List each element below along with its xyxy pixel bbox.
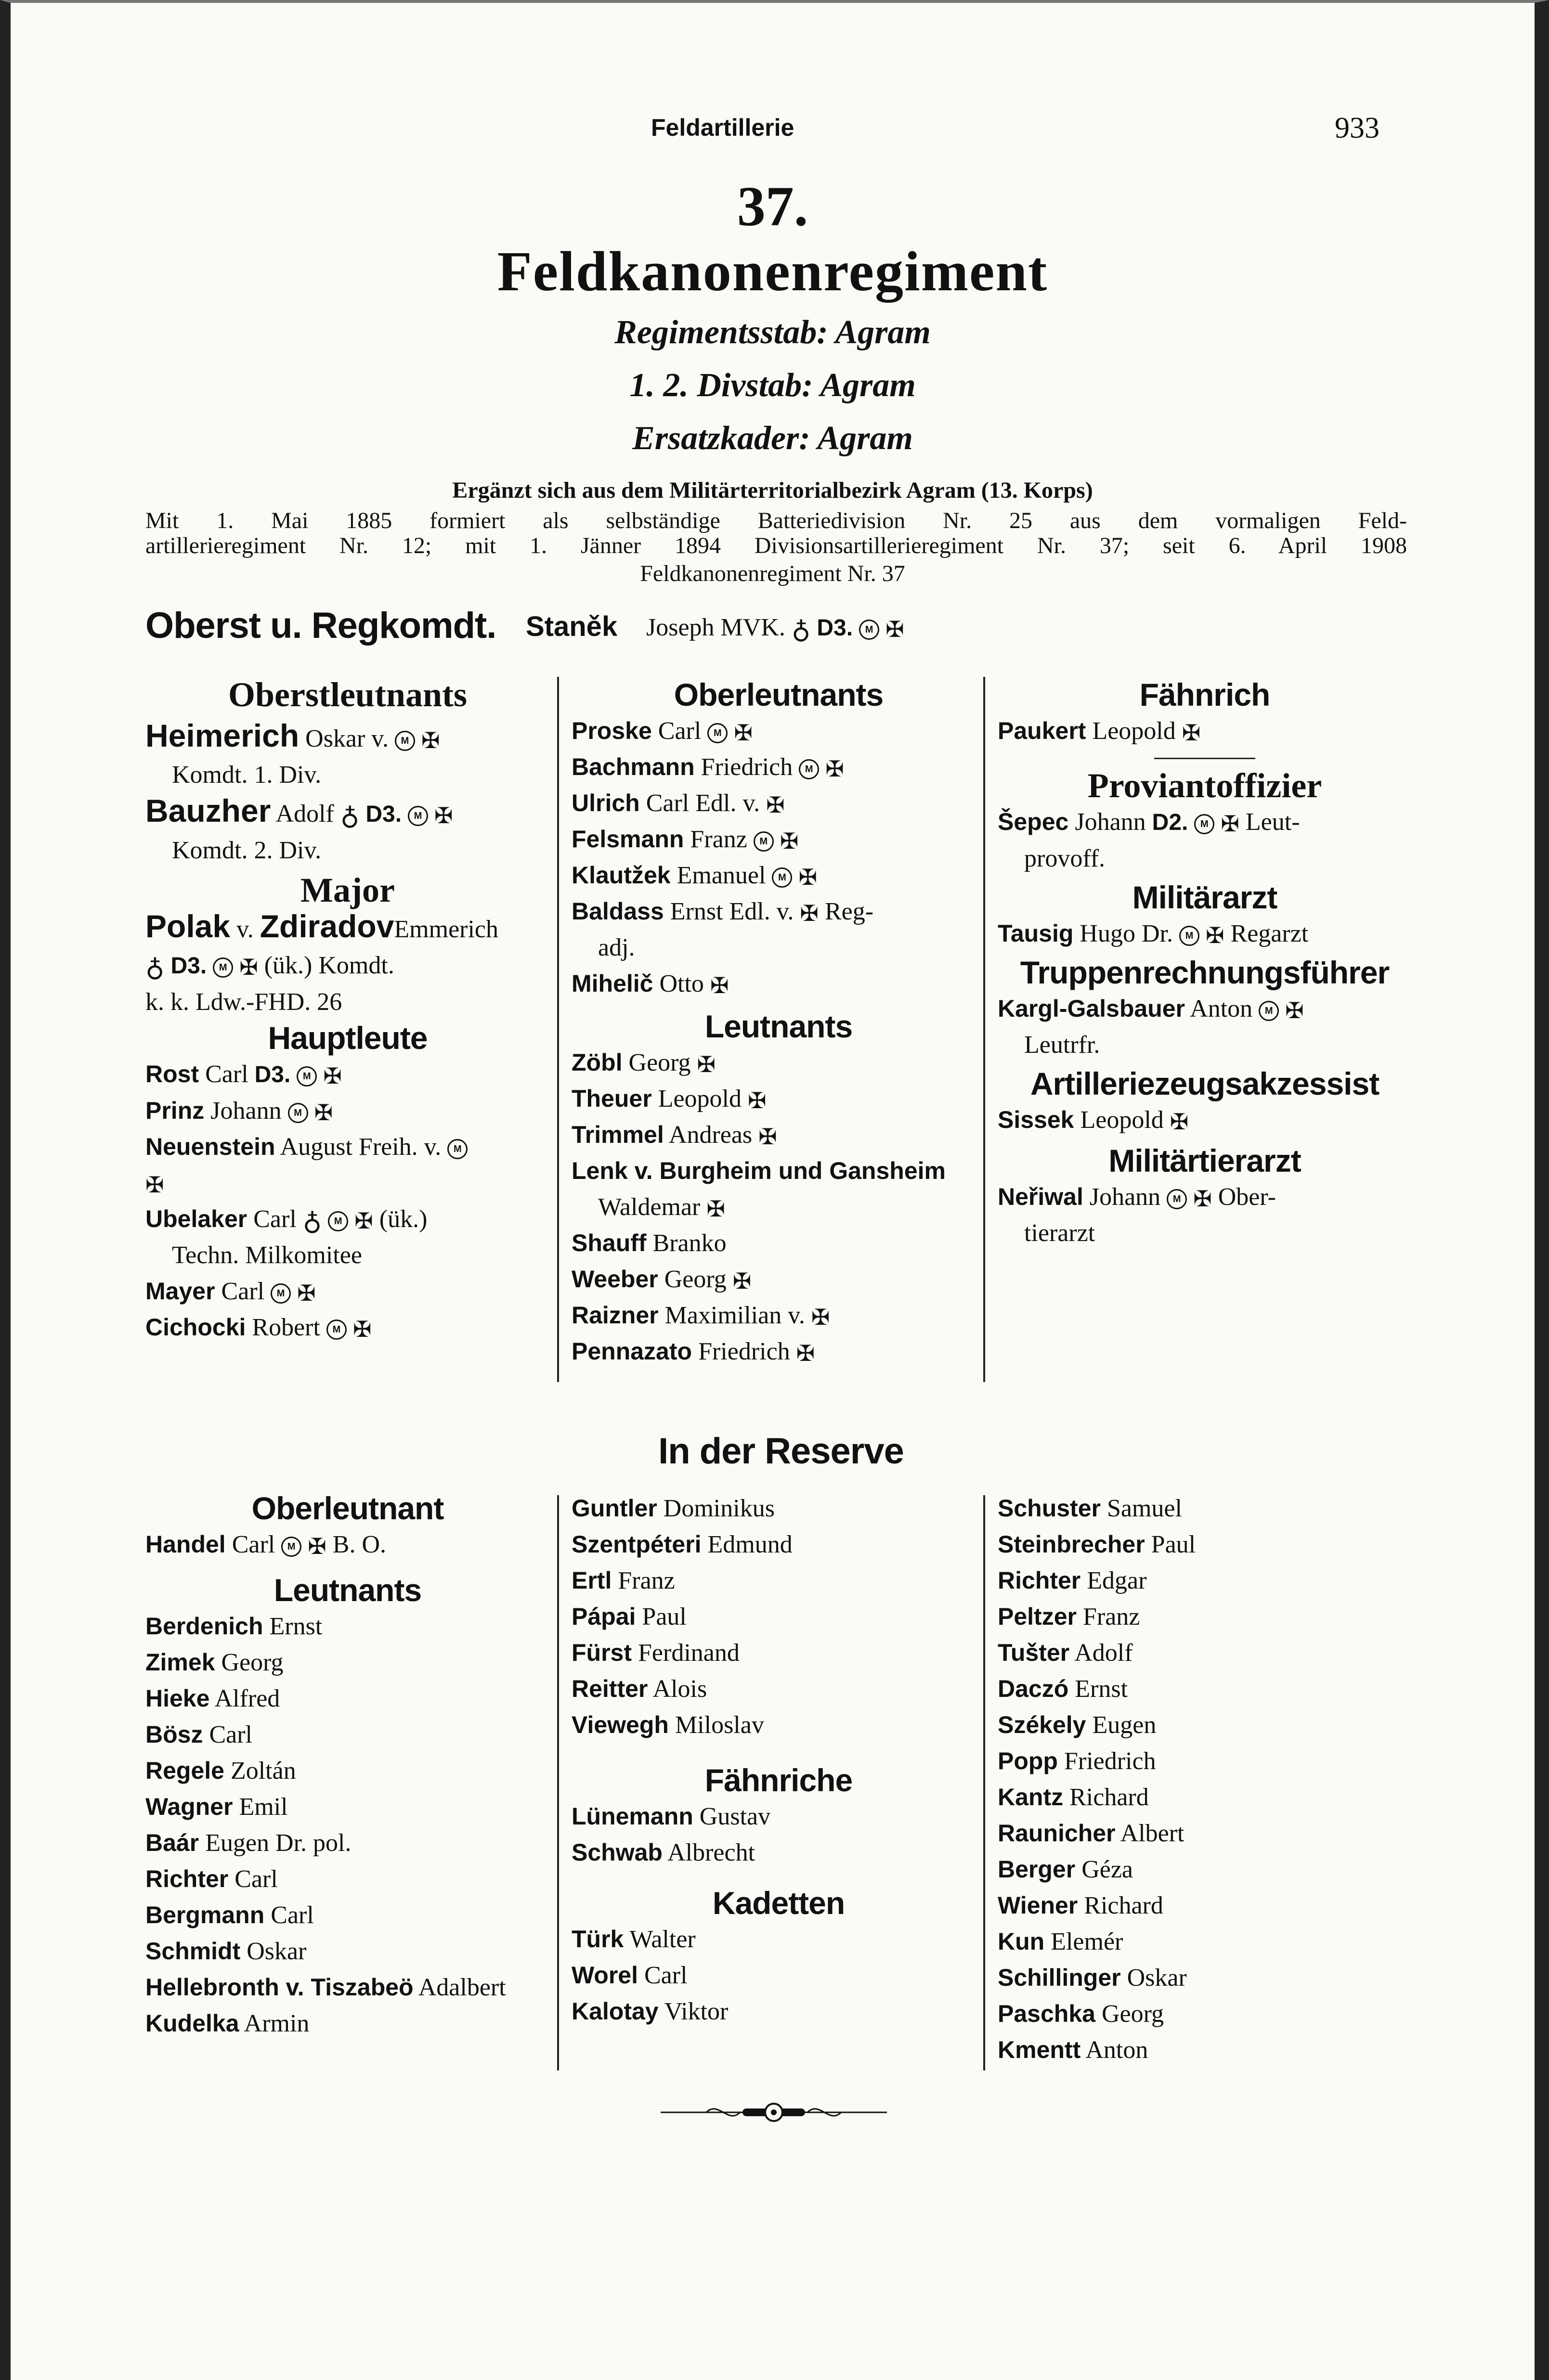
- name-list: [998, 1490, 1412, 2068]
- medal-icon: M: [1194, 814, 1214, 834]
- cross-icon: ✠: [710, 973, 729, 998]
- commander-entry: [646, 613, 904, 643]
- list-item: [998, 1635, 1412, 1671]
- list-item: [998, 1671, 1412, 1707]
- list-item: [145, 1717, 550, 1753]
- surname: Popp: [998, 1747, 1058, 1774]
- heading-kadetten: Kadetten: [712, 1885, 845, 1921]
- list-item: Pennazato Friedrich ✠: [572, 1338, 815, 1366]
- given-name: Oskar: [247, 1938, 307, 1965]
- list-item: Zöbl Georg ✠: [572, 1049, 716, 1077]
- name-list: [572, 1490, 986, 1743]
- surname: Türk: [572, 1926, 624, 1953]
- history-line-3: Feldkanonenregiment Nr. 37: [640, 561, 905, 586]
- given-name: Carl: [644, 1962, 688, 1989]
- cross-icon: ✠: [1205, 923, 1224, 948]
- medal-icon: M: [1259, 1001, 1279, 1021]
- page-number: 933: [1335, 112, 1380, 144]
- list-item-continued: [145, 1165, 550, 1201]
- given-name: Oskar: [1127, 1964, 1187, 1992]
- d3-badge: D3.: [170, 953, 207, 979]
- list-item: Bauzher Adolf ♁ D3. M ✠: [145, 793, 453, 831]
- entry-note: Techn. Milkomitee: [172, 1242, 362, 1269]
- cross-icon: ✠: [314, 1100, 333, 1125]
- list-item: [572, 1563, 986, 1599]
- commander-surname: Staněk: [526, 611, 618, 642]
- active-column-1: [145, 677, 550, 1345]
- surname: Viewegh: [572, 1711, 669, 1738]
- section-divider: [1154, 758, 1255, 759]
- list-item: Tausig Hugo Dr. M ✠ Regarzt: [998, 920, 1309, 948]
- surname: Peltzer: [998, 1603, 1077, 1630]
- list-item: Weeber Georg ✠: [572, 1266, 752, 1294]
- list-item: Baldass Ernst Edl. v. ✠ Reg-: [572, 898, 874, 926]
- ornament-divider-icon: [661, 2098, 887, 2127]
- list-item: Ulrich Carl Edl. v. ✠: [572, 789, 785, 818]
- entry-note: Komdt. 1. Div.: [172, 761, 322, 789]
- given-name: Alois: [652, 1675, 707, 1703]
- list-item: [572, 1599, 986, 1635]
- medal-icon: M: [288, 1103, 308, 1123]
- surname: Richter: [145, 1865, 229, 1892]
- surname: Berger: [998, 1856, 1076, 1883]
- medal-icon: M: [328, 1211, 348, 1231]
- list-item: [998, 1815, 1412, 1851]
- cross-icon: ✠: [885, 617, 904, 642]
- list-item: [998, 1960, 1412, 1996]
- list-item: [572, 1921, 986, 1957]
- given-name: Adalbert: [418, 1974, 506, 2001]
- given-name: Franz: [618, 1567, 675, 1594]
- given-name: Adolf: [1074, 1639, 1133, 1667]
- list-item: Šepec Johann D2. M ✠ Leut-: [998, 808, 1300, 837]
- list-item: [572, 1526, 986, 1563]
- list-item: [145, 2005, 550, 2042]
- list-item-continued: Waldemar ✠: [598, 1193, 725, 1222]
- given-name: Zoltán: [230, 1757, 296, 1785]
- list-item: Ubelaker Carl ♁ M ✠ (ük.): [145, 1205, 428, 1236]
- given-name: Viktor: [664, 1998, 729, 2025]
- active-column-3: [998, 677, 1412, 1251]
- history-line-2: artillerieregiment Nr. 12; mit 1. Jänner 1894 Divisionsartillerieregiment Nr. 37; seit 6. April 1908: [145, 533, 1407, 558]
- regiment-name: Feldkanonenregiment: [497, 240, 1048, 303]
- heading-oberstleutnants: Oberstleutnants: [228, 675, 468, 714]
- surname: Pápai: [572, 1603, 636, 1630]
- surname: Schuster: [998, 1495, 1101, 1522]
- surname: Wagner: [145, 1793, 233, 1820]
- list-item: Mayer Carl M ✠: [145, 1278, 316, 1306]
- recruiting-district: Ergänzt sich aus dem Militärterritorialbezirk Agram (13. Korps): [452, 478, 1093, 503]
- list-item: Mihelič Otto ✠: [572, 970, 729, 998]
- list-item: [572, 1835, 986, 1871]
- given-name: Paul: [642, 1603, 687, 1630]
- given-name: Carl: [234, 1865, 278, 1893]
- reserve-column-2: [572, 1490, 986, 2030]
- list-item: [998, 1563, 1412, 1599]
- given-name: Albrecht: [667, 1839, 755, 1866]
- given-name: Eugen: [1092, 1711, 1157, 1739]
- given-name: Albert: [1120, 1820, 1185, 1847]
- list-item: [998, 1490, 1412, 1526]
- list-item: [145, 1753, 550, 1789]
- running-header: Feldartillerie: [651, 114, 794, 141]
- order-icon: ♁: [302, 1207, 322, 1236]
- surname: Kudelka: [145, 2010, 239, 2037]
- entry-note: adj.: [598, 934, 635, 961]
- given-name: Miloslav: [675, 1711, 764, 1739]
- given-name: Ernst: [269, 1613, 323, 1640]
- surname: Hieke: [145, 1685, 210, 1712]
- list-item: [998, 1599, 1412, 1635]
- cross-icon: ✠: [748, 1088, 767, 1113]
- list-item: Proske Carl M ✠: [572, 717, 753, 746]
- cross-icon: ✠: [780, 829, 799, 854]
- surname: Schillinger: [998, 1964, 1121, 1991]
- cross-icon: ✠: [758, 1125, 777, 1150]
- medal-icon: M: [859, 620, 879, 640]
- surname: Richter: [998, 1567, 1081, 1594]
- list-item: Cichocki Robert M ✠: [145, 1314, 372, 1342]
- list-item: [998, 1526, 1412, 1563]
- heading-oberleutnant: Oberleutnant: [251, 1490, 444, 1526]
- list-item: [145, 1644, 550, 1681]
- cross-icon: ✠: [734, 721, 753, 746]
- cross-icon: ✠: [323, 1064, 342, 1089]
- medal-icon: M: [326, 1319, 347, 1340]
- regiment-number: 37.: [737, 175, 808, 238]
- list-item: [145, 1608, 550, 1644]
- entry-note: provoff.: [1024, 845, 1106, 872]
- cross-icon: ✠: [697, 1052, 716, 1077]
- d3-badge: D3.: [365, 802, 402, 827]
- given-name: Carl: [271, 1901, 314, 1929]
- surname: Raunicher: [998, 1820, 1116, 1847]
- surname: Fürst: [572, 1639, 632, 1666]
- cross-icon: ✠: [352, 1317, 372, 1342]
- given-name: Armin: [244, 2010, 310, 2037]
- surname: Schwab: [572, 1839, 663, 1866]
- commander-given: Joseph MVK.: [646, 614, 785, 641]
- given-name: Franz: [1082, 1603, 1140, 1630]
- surname: Hellebronth v. Tiszabeö: [145, 1974, 414, 2001]
- list-item: [572, 1957, 986, 1993]
- list-item: Neřiwal Johann M ✠ Ober-: [998, 1183, 1276, 1212]
- list-item: [145, 1861, 550, 1897]
- medal-icon: M: [297, 1066, 317, 1087]
- given-name: Carl: [209, 1721, 252, 1748]
- given-name: Emil: [239, 1793, 288, 1821]
- cross-icon: ✠: [434, 803, 453, 828]
- list-item: [572, 1671, 986, 1707]
- surname: Reitter: [572, 1675, 648, 1702]
- cross-icon: ✠: [239, 955, 258, 980]
- heading-truppenrechnungsfuhrer: Truppenrechnungsführer: [1020, 955, 1390, 990]
- list-item: [145, 1825, 550, 1861]
- name-list: [145, 1608, 550, 2042]
- heading-leutnants: Leutnants: [704, 1009, 853, 1044]
- surname: Baár: [145, 1829, 199, 1856]
- reserve-column-1: [145, 1490, 550, 2042]
- medal-icon: M: [281, 1537, 301, 1557]
- d3-badge: D3.: [817, 615, 853, 641]
- name-list: [572, 1921, 986, 2030]
- replacement-cadre: Ersatzkader: Agram: [632, 420, 913, 457]
- cross-icon: ✠: [297, 1281, 316, 1306]
- commander-rank: Oberst u. Regkomdt.: [145, 605, 496, 646]
- list-item: Kargl-Galsbauer Anton M ✠: [998, 995, 1304, 1023]
- medal-icon: M: [772, 867, 792, 888]
- list-item: Theuer Leopold ✠: [572, 1085, 767, 1113]
- column-divider: [983, 1495, 985, 2070]
- cross-icon: ✠: [1170, 1110, 1189, 1135]
- list-item: Shauff Branko: [572, 1229, 727, 1257]
- cross-icon: ✠: [354, 1209, 373, 1234]
- list-item: Polak v. ZdiradovEmmerich: [145, 908, 499, 944]
- cross-icon: ✠: [1221, 812, 1239, 837]
- cross-icon: ✠: [766, 793, 785, 818]
- given-name: Georg: [1101, 2000, 1164, 2028]
- given-name: Alfred: [214, 1685, 280, 1712]
- entry-note: k. k. Ldw.-FHD. 26: [145, 988, 342, 1016]
- given-name: Gustav: [699, 1803, 771, 1830]
- given-name: Ernst: [1075, 1675, 1128, 1703]
- list-item: [145, 1681, 550, 1717]
- given-name: Paul: [1151, 1531, 1196, 1558]
- cross-icon: ✠: [706, 1197, 725, 1222]
- cross-icon: ✠: [1285, 998, 1304, 1023]
- surname: Bergmann: [145, 1901, 265, 1928]
- heading-hauptleute: Hauptleute: [268, 1020, 428, 1056]
- list-item: Paukert Leopold ✠: [998, 717, 1201, 746]
- heading-proviantoffizier: Proviantoffizier: [1087, 766, 1322, 805]
- reserve-column-3: [998, 1490, 1412, 2068]
- cross-icon: ✠: [798, 865, 817, 890]
- history-line-1: Mit 1. Mai 1885 formiert als selbständige Batteriedivision Nr. 25 aus dem vormaligen Feld-: [145, 508, 1407, 533]
- surname: Schmidt: [145, 1938, 241, 1965]
- list-item: Felsmann Franz M ✠: [572, 826, 799, 854]
- given-name: Edmund: [707, 1531, 793, 1558]
- medal-icon: M: [213, 957, 233, 978]
- list-item: [145, 1897, 550, 1933]
- surname: Kalotay: [572, 1998, 659, 2025]
- list-item: [145, 1969, 550, 2005]
- list-item: [572, 1993, 986, 2030]
- given-name: Friedrich: [1064, 1747, 1156, 1775]
- medal-icon: M: [395, 731, 415, 751]
- surname: Daczó: [998, 1675, 1069, 1702]
- given-name: Edgar: [1087, 1567, 1147, 1594]
- cross-icon: ✠: [796, 1341, 815, 1366]
- given-name: Samuel: [1106, 1495, 1182, 1522]
- regiment-staff: Regimentsstab: Agram: [614, 314, 931, 351]
- heading-artilleriezeugsakzessist: Artilleriezeugsakzessist: [1030, 1066, 1380, 1101]
- entry-note: Komdt. 2. Div.: [172, 837, 322, 864]
- entry-note: tierarzt: [1024, 1219, 1095, 1247]
- given-name: Eugen Dr. pol.: [205, 1829, 351, 1857]
- surname: Wiener: [998, 1892, 1078, 1919]
- column-divider: [983, 677, 985, 1382]
- medal-icon: M: [1179, 926, 1199, 946]
- list-item: Rost Carl D3. M ✠: [145, 1061, 342, 1089]
- medal-icon: M: [707, 723, 728, 743]
- cross-icon: ✠: [732, 1269, 752, 1294]
- cross-icon: ✠: [1193, 1187, 1212, 1212]
- list-item: [998, 2032, 1412, 2068]
- list-item-continued: ♁ D3. M ✠ (ük.) Komdt.: [145, 952, 394, 983]
- medal-icon: M: [408, 806, 428, 826]
- surname: Kmentt: [998, 2036, 1081, 2063]
- surname: Regele: [145, 1757, 224, 1784]
- active-column-2: [572, 677, 986, 1370]
- cross-icon: ✠: [421, 728, 440, 753]
- surname: Szentpéteri: [572, 1531, 702, 1558]
- given-name: Ferdinand: [638, 1639, 740, 1667]
- list-item: [998, 1888, 1412, 1924]
- list-item: [998, 1743, 1412, 1779]
- list-item: [145, 1933, 550, 1969]
- cross-icon: ✠: [145, 1173, 164, 1198]
- medal-icon: M: [799, 759, 819, 779]
- surname: Tušter: [998, 1639, 1070, 1666]
- d2-badge: D2.: [1152, 810, 1188, 835]
- d3-badge: D3.: [254, 1062, 291, 1087]
- heading-oberleutnants: Oberleutnants: [674, 677, 884, 712]
- medal-icon: M: [1167, 1189, 1187, 1209]
- entry-note: Leutrfr.: [1024, 1031, 1100, 1059]
- surname: Bösz: [145, 1721, 203, 1748]
- list-item: [998, 1851, 1412, 1888]
- list-item: [572, 1707, 986, 1743]
- medal-icon: M: [271, 1283, 291, 1304]
- heading-fahnriche: Fähnriche: [704, 1762, 853, 1798]
- list-item: Bachmann Friedrich M ✠: [572, 753, 844, 782]
- heading-militararzt: Militärarzt: [1132, 880, 1277, 915]
- list-item: Heimerich Oskar v. M ✠: [145, 718, 440, 753]
- given-name: Richard: [1084, 1892, 1163, 1919]
- list-item: Handel Carl M ✠ B. O.: [145, 1531, 387, 1559]
- heading-militartierarzt: Militärtierarzt: [1108, 1143, 1301, 1178]
- given-name: Anton: [1085, 2036, 1148, 2064]
- given-name: Elemér: [1051, 1928, 1123, 1955]
- surname: Zimek: [145, 1649, 215, 1676]
- heading-major: Major: [300, 871, 395, 909]
- cross-icon: ✠: [811, 1305, 830, 1330]
- heading-leutnants: Leutnants: [273, 1572, 422, 1608]
- list-item: [998, 1996, 1412, 2032]
- list-item: Neuenstein August Freih. v. M: [145, 1129, 550, 1165]
- list-item: Lenk v. Burgheim und Gansheim: [572, 1157, 946, 1184]
- given-name: Richard: [1069, 1784, 1149, 1811]
- list-item: [998, 1924, 1412, 1960]
- surname: Ertl: [572, 1567, 612, 1594]
- surname: Kun: [998, 1928, 1045, 1955]
- order-icon: ♁: [145, 953, 165, 983]
- list-item: [572, 1490, 986, 1526]
- list-item: Raizner Maximilian v. ✠: [572, 1302, 830, 1330]
- cross-icon: ✠: [800, 901, 819, 926]
- division-staff: 1. 2. Divstab: Agram: [629, 367, 916, 404]
- list-item: [145, 1789, 550, 1825]
- list-item: Sissek Leopold ✠: [998, 1106, 1189, 1135]
- surname: Berdenich: [145, 1613, 263, 1640]
- medal-icon: M: [754, 831, 774, 852]
- list-item: [572, 1798, 986, 1835]
- order-icon: ♁: [340, 802, 360, 831]
- medal-icon: M: [447, 1139, 468, 1159]
- heading-fahnrich: Fähnrich: [1139, 677, 1270, 712]
- cross-icon: ✠: [825, 757, 844, 782]
- column-divider: [557, 677, 559, 1382]
- list-item: [572, 1635, 986, 1671]
- name-list: [572, 1798, 986, 1871]
- given-name: Georg: [221, 1649, 284, 1676]
- surname: Guntler: [572, 1495, 657, 1522]
- given-name: Walter: [629, 1926, 696, 1953]
- surname: Lünemann: [572, 1803, 693, 1830]
- given-name: Dominikus: [663, 1495, 775, 1522]
- cross-icon: ✠: [308, 1534, 326, 1559]
- column-divider: [557, 1495, 559, 2070]
- surname: Paschka: [998, 2000, 1095, 2027]
- surname: Kantz: [998, 1784, 1064, 1811]
- given-name: Géza: [1081, 1856, 1133, 1883]
- list-item: [998, 1779, 1412, 1815]
- cross-icon: ✠: [1182, 721, 1201, 746]
- surname: Steinbrecher: [998, 1531, 1145, 1558]
- surname: Székely: [998, 1711, 1086, 1738]
- list-item: Prinz Johann M ✠: [145, 1097, 333, 1125]
- list-item: [998, 1707, 1412, 1743]
- order-icon: ♁: [791, 615, 811, 645]
- list-item: Klautžek Emanuel M ✠: [572, 862, 817, 890]
- reserve-heading: In der Reserve: [658, 1431, 904, 1472]
- surname: Worel: [572, 1962, 638, 1989]
- list-item: Trimmel Andreas ✠: [572, 1121, 777, 1150]
